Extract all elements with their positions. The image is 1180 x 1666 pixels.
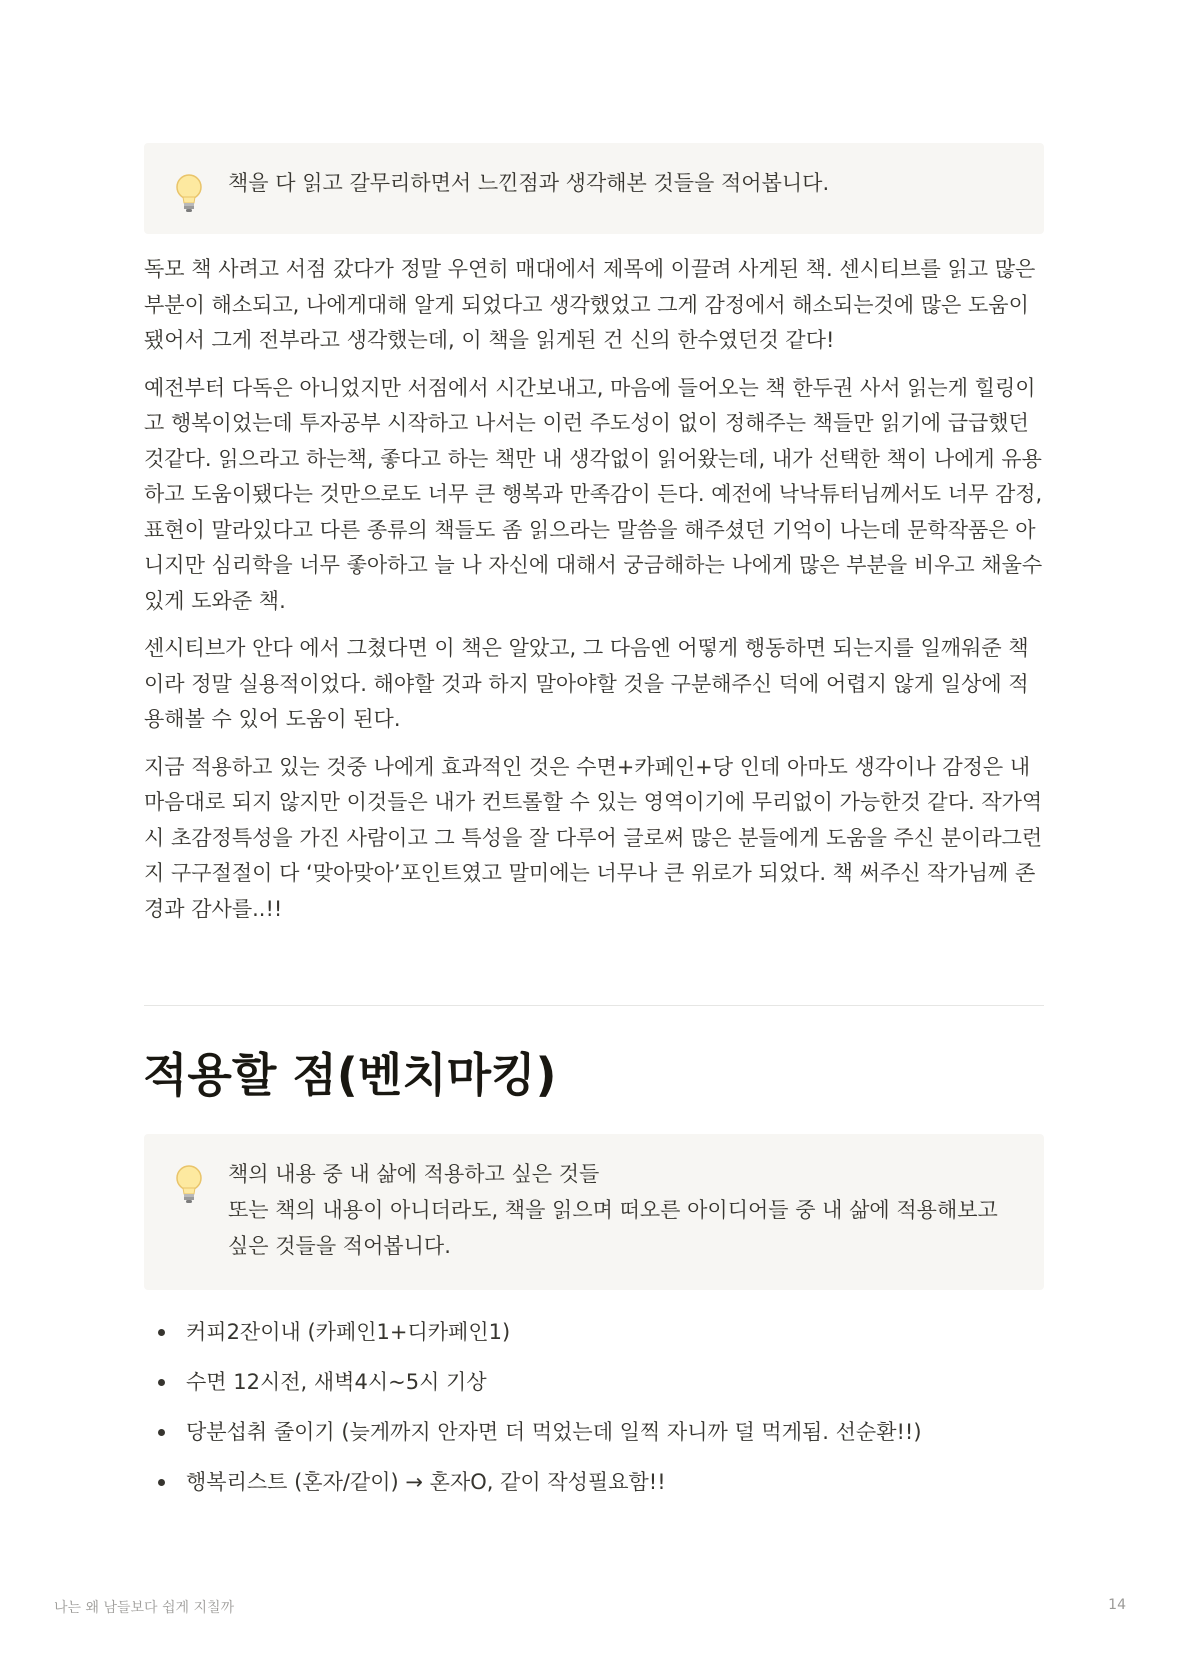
divider xyxy=(144,1005,1044,1006)
callout-text: 책을 다 읽고 갈무리하면서 느낀점과 생각해본 것들을 적어봅니다. xyxy=(228,171,830,195)
list-item xyxy=(144,1414,1044,1450)
bullet-dot xyxy=(158,1329,165,1336)
callout-line: 또는 책의 내용이 아니더라도, 책을 읽으며 떠오른 아이디어들 중 내 삶에 적용해보고 싶은 것들을 적어봅니다. xyxy=(228,1198,998,1258)
paragraph: 독모 책 사려고 서점 갔다가 정말 우연히 매대에서 제목에 이끌려 사게된 책. 센시티브를 읽고 많은부분이 해소되고, 나에게대해 알게 되었다고 생각했었고 그게 감정에서 해소되는것에 많은 도움이 됐어서 그게 전부라고 생각했는데, 이 책을 읽게된 건 신의 한수였던것 같다! xyxy=(144,257,1036,352)
list-item xyxy=(144,1314,1044,1350)
benchmark-callout xyxy=(144,1134,1044,1290)
callout-line: 책의 내용 중 내 삶에 적용하고 싶은 것들 xyxy=(228,1162,600,1186)
list-item xyxy=(144,1364,1044,1400)
bullet-dot xyxy=(158,1429,165,1436)
paragraph: 예전부터 다독은 아니었지만 서점에서 시간보내고, 마음에 들어오는 책 한두권 사서 읽는게 힐링이고 행복이었는데 투자공부 시작하고 나서는 이런 주도성이 없이 정해주는 책들만 읽기에 급급했던것같다. 읽으라고 하는책, 좋다고 하는 책만 내 생각없이 읽어왔는데, 내가 선택한 책이 나에게 유용하고 도움이됐다는 것만으로도 너무 큰 행복과 만족감이 든다. 예전에 낙낙튜터님께서도 너무 감정, 표현이 말라있다고 다른 종류의 책들도 좀 읽으라는 말씀을 해주셨던 기억이 나는데 문학작품은 아니지만 심리학을 너무 좋아하고 늘 나 자신에 대해서 궁금해하는 나에게 많은 부분을 비우고 채울수있게 도와준 책. xyxy=(144,375,1043,613)
paragraph: 센시티브가 안다 에서 그쳤다면 이 책은 알았고, 그 다음엔 어떻게 행동하면 되는지를 일깨워준 책이라 정말 실용적이었다. 해야할 것과 하지 말아야할 것을 구분해주신 덕에 어렵지 않게 일상에 적용해볼 수 있어 도움이 된다. xyxy=(144,636,1029,731)
lightbulb-icon xyxy=(172,173,206,215)
list-item-text: 행복리스트 (혼자/같이) → 혼자O, 같이 작성필요함!! xyxy=(186,1470,666,1494)
intro-callout xyxy=(144,143,1044,234)
bullet-list xyxy=(144,1314,1044,1514)
footer-book-title: 나는 왜 남들보다 쉽게 지칠까 xyxy=(54,1600,235,1616)
list-item-text: 수면 12시전, 새벽4시~5시 기상 xyxy=(186,1370,487,1394)
list-item-text: 당분섭취 줄이기 (늦게까지 안자면 더 먹었는데 일찍 자니까 덜 먹게됨. 선순환!!) xyxy=(186,1420,922,1444)
list-item-text: 커피2잔이내 (카페인1+디카페인1) xyxy=(186,1320,511,1344)
paragraph: 지금 적용하고 있는 것중 나에게 효과적인 것은 수면+카페인+당 인데 아마도 생각이나 감정은 내마음대로 되지 않지만 이것들은 내가 컨트롤할 수 있는 영역이기에 무리없이 가능한것 같다. 작가역시 초감정특성을 가진 사람이고 그 특성을 잘 다루어 글로써 많은 분들에게 도움을 주신 분이라그런지 구구절절이 다 ‘맞아맞아’포인트였고 말미에는 너무나 큰 위로가 되었다. 책 써주신 작가님께 존경과 감사를..!! xyxy=(144,754,1043,921)
bullet-dot xyxy=(158,1479,165,1486)
reflection-body xyxy=(144,252,1044,939)
section-heading: 적용할 점(벤치마킹) xyxy=(143,1048,557,1102)
list-item xyxy=(144,1464,1044,1500)
page-number: 14 xyxy=(1108,1597,1126,1613)
bullet-dot xyxy=(158,1379,165,1386)
lightbulb-icon xyxy=(172,1164,206,1206)
